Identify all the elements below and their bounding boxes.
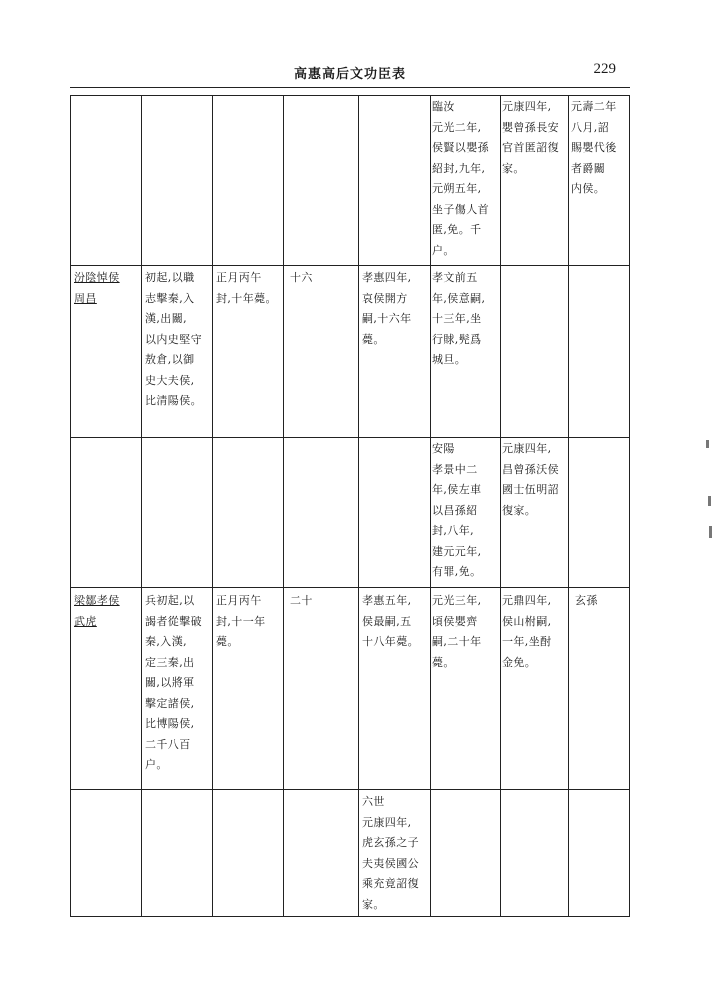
table-cell-rank: 十六 [290, 271, 313, 284]
column-divider [568, 95, 569, 917]
row-divider [70, 587, 630, 588]
header-rule [70, 87, 630, 88]
table-cell-successor: 臨汝 元光二年, 侯賢以嬰孫 紹封,九年, 元朔五年, 坐子傷人首 匿,免。千 户。 [432, 100, 489, 257]
running-title: 高惠高后文功臣表 [293, 67, 406, 82]
page-header [70, 60, 630, 84]
table-cell-grandson: 孝文前五 年,侯意嗣, 十三年,坐 行賕,髡爲 城旦。 [432, 271, 486, 366]
table-cell-great-grandson: 元鼎四年, 侯山柎嗣, 一年,坐酎 金免。 [502, 594, 552, 669]
table-cell-enfeoffment: 正月丙午 封,十年薨。 [216, 271, 277, 305]
table-cell-later-grant: 元壽二年 八月,詔 賜嬰代後 者爵關 内侯。 [571, 100, 617, 195]
table-cell-rank: 二十 [290, 594, 313, 607]
table-cell-son: 孝惠四年, 哀侯開方 嗣,十六年 薨。 [362, 271, 412, 346]
page-number: 229 [593, 61, 616, 77]
scan-mark [708, 496, 711, 506]
table-cell-son: 孝惠五年, 侯最嗣,五 十八年薨。 [362, 594, 419, 648]
scan-mark [706, 440, 709, 448]
row-divider [70, 789, 630, 790]
row-divider [70, 437, 630, 438]
table-cell-marquis-name: 梁鄒孝侯 武虎 [74, 594, 120, 628]
table-cell-merit: 兵初起,以 謁者從擊破 秦,入漢, 定三秦,出 關,以將軍 擊定諸侯, 比博陽侯, 二千八百 户。 [145, 594, 202, 771]
column-divider [141, 95, 142, 917]
column-divider [212, 95, 213, 917]
column-divider [430, 95, 431, 917]
table-cell-merit: 初起,以職 志擊秦,入 漢,出關, 以内史堅守 敖倉,以御 史大夫侯, 比清陽侯。 [145, 271, 202, 407]
column-divider [283, 95, 284, 917]
table-cell-grandson: 元光三年, 頃侯嬰齊 嗣,二十年 薨。 [432, 594, 482, 669]
table-cell-restoration: 元康四年, 嬰曾孫長安 官首匿詔復 家。 [502, 100, 559, 175]
column-divider [358, 95, 359, 917]
table-cell-successor: 安陽 孝景中二 年,侯左車 以昌孫紹 封,八年, 建元元年, 有罪,免。 [432, 442, 482, 578]
scan-mark [709, 526, 712, 538]
table-cell-sixth-generation: 六世 元康四年, 虎玄孫之子 夫夷侯國公 乘充竟詔復 家。 [362, 795, 419, 911]
table-cell-marquis-name: 汾陰悼侯 周昌 [74, 271, 120, 305]
table-cell-great-great-grandson: 玄孫 [575, 594, 598, 607]
row-divider [70, 265, 630, 266]
table-cell-enfeoffment: 正月丙午 封,十一年 薨。 [216, 594, 266, 648]
table-cell-restoration: 元康四年, 昌曾孫沃侯 國士伍明詔 復家。 [502, 442, 559, 517]
column-divider [500, 95, 501, 917]
